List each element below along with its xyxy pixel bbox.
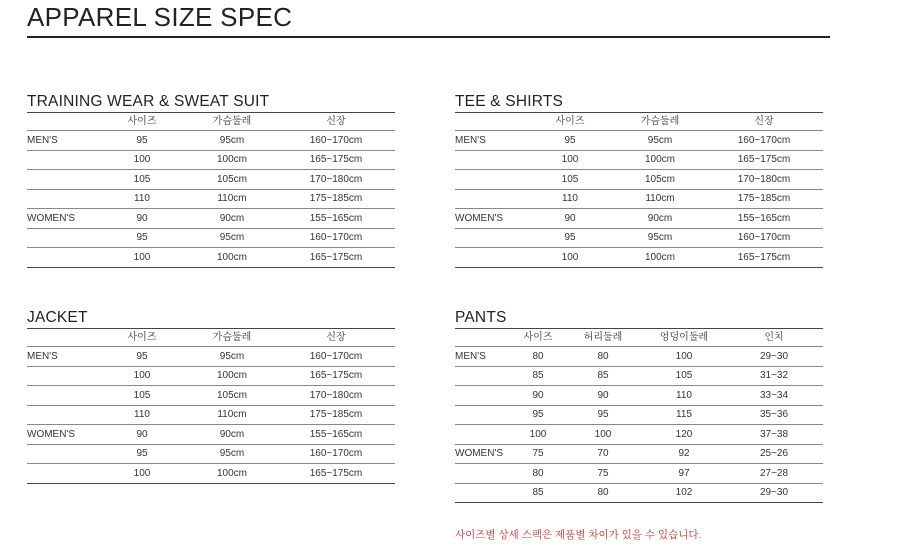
gender-group-label: WOMEN'S: [455, 444, 513, 464]
gender-group-label: [27, 405, 97, 425]
table-row: [455, 131, 823, 151]
gender-group-label: [27, 464, 97, 484]
table-cell: 33~34: [725, 386, 823, 406]
table-cell: 95: [97, 347, 187, 367]
table-cell: 85: [513, 366, 563, 386]
table-cell: 90: [97, 425, 187, 445]
table-cell: 92: [643, 444, 725, 464]
table-row: [27, 228, 395, 248]
table-cell: 170~180cm: [277, 386, 395, 406]
column-header: 신장: [277, 113, 395, 131]
table-cell: 85: [563, 366, 643, 386]
table-cell: 165~175cm: [277, 150, 395, 170]
table-cell: 115: [643, 405, 725, 425]
table-row: [455, 444, 823, 464]
table-cell: 80: [513, 347, 563, 367]
table-cell: 110cm: [187, 405, 277, 425]
table-cell: 100: [97, 464, 187, 484]
column-header-group: [455, 329, 513, 347]
table-cell: 85: [513, 483, 563, 503]
column-header: 신장: [705, 113, 823, 131]
column-header: 사이즈: [97, 329, 187, 347]
gender-group-label: [27, 366, 97, 386]
gender-group-label: WOMEN'S: [27, 209, 97, 229]
table-cell: 175~185cm: [705, 189, 823, 209]
column-header: 엉덩이둘레: [643, 329, 725, 347]
column-header: 신장: [277, 329, 395, 347]
table-row: [27, 150, 395, 170]
table-cell: 102: [643, 483, 725, 503]
table-cell: 90cm: [187, 425, 277, 445]
column-header: 사이즈: [525, 113, 615, 131]
table-cell: 90: [97, 209, 187, 229]
table-row: [27, 366, 395, 386]
title-divider: [27, 36, 830, 38]
table-cell: 35~36: [725, 405, 823, 425]
table-row: [27, 386, 395, 406]
table-cell: 110cm: [615, 189, 705, 209]
table-row: [455, 189, 823, 209]
table-cell: 80: [563, 347, 643, 367]
table-cell: 90cm: [187, 209, 277, 229]
table-cell: 105cm: [187, 170, 277, 190]
size-disclaimer-note: 사이즈별 상세 스펙은 제품별 차이가 있을 수 있습니다.: [455, 529, 702, 541]
gender-group-label: [455, 425, 513, 445]
table-cell: 155~165cm: [277, 425, 395, 445]
table-row: [27, 347, 395, 367]
table-cell: 110: [97, 405, 187, 425]
table-cell: 165~175cm: [705, 248, 823, 268]
table-cell: 90: [563, 386, 643, 406]
table-cell: 95: [97, 131, 187, 151]
table-cell: 105: [97, 386, 187, 406]
table-cell: 100cm: [187, 366, 277, 386]
table-cell: 110: [643, 386, 725, 406]
table-cell: 155~165cm: [277, 209, 395, 229]
table-row: [455, 366, 823, 386]
table-row: [27, 131, 395, 151]
table-cell: 100: [97, 150, 187, 170]
table-cell: 95cm: [187, 228, 277, 248]
gender-group-label: [27, 386, 97, 406]
table-cell: 100cm: [187, 464, 277, 484]
jacket-title: JACKET: [27, 309, 88, 326]
table-cell: 95: [525, 131, 615, 151]
table-cell: 165~175cm: [277, 366, 395, 386]
table-cell: 80: [513, 464, 563, 484]
gender-group-label: [455, 366, 513, 386]
gender-group-label: MEN'S: [455, 347, 513, 367]
gender-group-label: [455, 483, 513, 503]
table-cell: 95cm: [615, 131, 705, 151]
training-wear-table: [27, 112, 395, 268]
table-cell: 100: [97, 248, 187, 268]
table-cell: 95cm: [187, 347, 277, 367]
table-row: [27, 189, 395, 209]
table-cell: 27~28: [725, 464, 823, 484]
table-cell: 90cm: [615, 209, 705, 229]
table-cell: 95: [513, 405, 563, 425]
table-row: [455, 209, 823, 229]
table-cell: 170~180cm: [705, 170, 823, 190]
table-cell: 100cm: [615, 150, 705, 170]
table-cell: 100: [643, 347, 725, 367]
column-header-group: [27, 329, 97, 347]
jacket-section: [27, 308, 395, 484]
column-header: 사이즈: [513, 329, 563, 347]
table-cell: 29~30: [725, 483, 823, 503]
table-cell: 105: [525, 170, 615, 190]
gender-group-label: [27, 228, 97, 248]
table-cell: 110: [525, 189, 615, 209]
table-cell: 105: [97, 170, 187, 190]
gender-group-label: MEN'S: [27, 131, 97, 151]
tee-shirts-table: [455, 112, 823, 268]
table-cell: 165~175cm: [277, 464, 395, 484]
table-cell: 80: [563, 483, 643, 503]
gender-group-label: [27, 444, 97, 464]
table-row: [455, 248, 823, 268]
gender-group-label: [455, 228, 525, 248]
table-cell: 90: [513, 386, 563, 406]
table-row: [27, 248, 395, 268]
gender-group-label: MEN'S: [27, 347, 97, 367]
table-cell: 175~185cm: [277, 405, 395, 425]
tee-shirts-title: TEE & SHIRTS: [455, 93, 564, 110]
table-cell: 100: [525, 150, 615, 170]
table-cell: 160~170cm: [277, 131, 395, 151]
table-row: [27, 444, 395, 464]
table-cell: 110: [97, 189, 187, 209]
gender-group-label: [455, 189, 525, 209]
gender-group-label: [455, 464, 513, 484]
table-cell: 105: [643, 366, 725, 386]
column-header-group: [455, 113, 525, 131]
table-row: [27, 209, 395, 229]
gender-group-label: [27, 189, 97, 209]
table-cell: 97: [643, 464, 725, 484]
table-cell: 165~175cm: [277, 248, 395, 268]
table-cell: 160~170cm: [277, 444, 395, 464]
gender-group-label: [455, 248, 525, 268]
table-row: [455, 347, 823, 367]
pants-table: [455, 328, 823, 503]
table-cell: 37~38: [725, 425, 823, 445]
gender-group-label: [27, 150, 97, 170]
table-cell: 105cm: [615, 170, 705, 190]
table-cell: 95: [97, 228, 187, 248]
pants-section: [455, 308, 823, 503]
gender-group-label: WOMEN'S: [455, 209, 525, 229]
table-row: [455, 483, 823, 503]
table-cell: 95cm: [187, 444, 277, 464]
table-cell: 165~175cm: [705, 150, 823, 170]
gender-group-label: [27, 248, 97, 268]
table-row: [455, 405, 823, 425]
gender-group-label: MEN'S: [455, 131, 525, 151]
gender-group-label: [455, 386, 513, 406]
table-row: [27, 405, 395, 425]
table-row: [455, 464, 823, 484]
table-cell: 120: [643, 425, 725, 445]
table-cell: 29~30: [725, 347, 823, 367]
gender-group-label: [27, 170, 97, 190]
table-row: [455, 425, 823, 445]
column-header: 가슴둘레: [187, 113, 277, 131]
gender-group-label: [455, 405, 513, 425]
table-cell: 100: [563, 425, 643, 445]
gender-group-label: [455, 170, 525, 190]
table-cell: 160~170cm: [277, 347, 395, 367]
column-header-group: [27, 113, 97, 131]
table-cell: 110cm: [187, 189, 277, 209]
column-header: 인치: [725, 329, 823, 347]
table-cell: 100: [525, 248, 615, 268]
page-title: APPAREL SIZE SPEC: [27, 2, 293, 32]
table-cell: 100cm: [187, 150, 277, 170]
table-row: [27, 425, 395, 445]
table-cell: 95cm: [187, 131, 277, 151]
table-cell: 105cm: [187, 386, 277, 406]
gender-group-label: [455, 150, 525, 170]
table-cell: 100cm: [187, 248, 277, 268]
table-row: [455, 386, 823, 406]
table-cell: 75: [563, 464, 643, 484]
table-cell: 100cm: [615, 248, 705, 268]
table-cell: 31~32: [725, 366, 823, 386]
column-header: 사이즈: [97, 113, 187, 131]
gender-group-label: WOMEN'S: [27, 425, 97, 445]
table-cell: 95: [563, 405, 643, 425]
table-cell: 170~180cm: [277, 170, 395, 190]
table-cell: 95: [525, 228, 615, 248]
table-cell: 160~170cm: [705, 228, 823, 248]
table-row: [27, 464, 395, 484]
table-row: [455, 150, 823, 170]
table-row: [455, 170, 823, 190]
table-cell: 155~165cm: [705, 209, 823, 229]
table-cell: 25~26: [725, 444, 823, 464]
table-cell: 100: [97, 366, 187, 386]
table-row: [27, 170, 395, 190]
table-cell: 175~185cm: [277, 189, 395, 209]
column-header: 허리둘레: [563, 329, 643, 347]
table-cell: 95: [97, 444, 187, 464]
pants-title: PANTS: [455, 309, 507, 326]
table-cell: 95cm: [615, 228, 705, 248]
table-row: [455, 228, 823, 248]
tee-shirts-section: [455, 92, 823, 268]
column-header: 가슴둘레: [615, 113, 705, 131]
table-cell: 90: [525, 209, 615, 229]
table-cell: 100: [513, 425, 563, 445]
table-cell: 70: [563, 444, 643, 464]
jacket-table: [27, 328, 395, 484]
training-wear-title: TRAINING WEAR & SWEAT SUIT: [27, 93, 270, 110]
table-cell: 160~170cm: [705, 131, 823, 151]
training-wear-section: [27, 92, 395, 268]
table-cell: 160~170cm: [277, 228, 395, 248]
table-cell: 75: [513, 444, 563, 464]
column-header: 가슴둘레: [187, 329, 277, 347]
